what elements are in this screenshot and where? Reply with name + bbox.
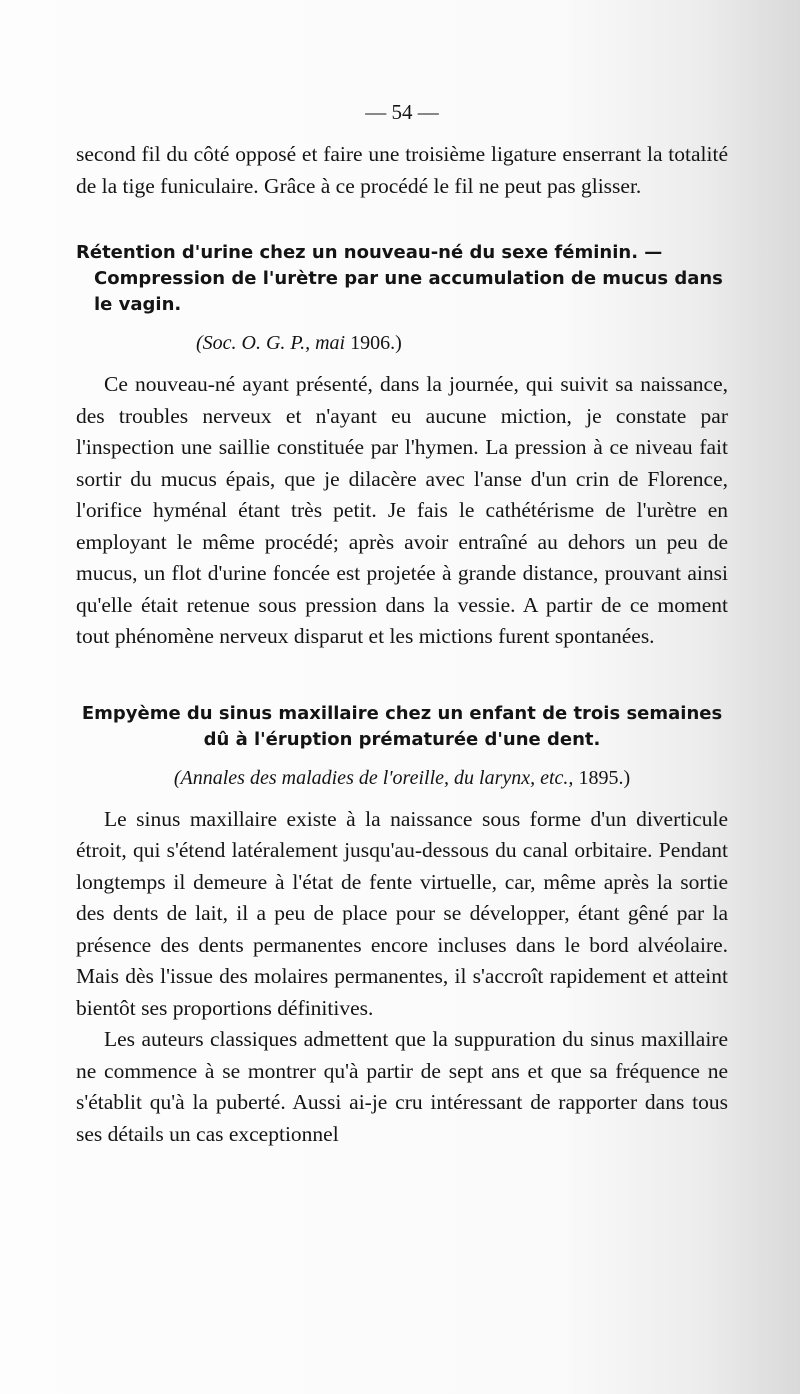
citation-retention bbox=[76, 332, 728, 355]
citation-empyeme bbox=[76, 767, 728, 790]
citation-year: 1906.) bbox=[350, 332, 402, 354]
section-title-retention: Rétention d'urine chez un nouveau-né du sexe féminin. — Compression de l'urètre par une accumulation de mucus dans le vagin. bbox=[76, 242, 723, 315]
paragraph-empyeme-1: Le sinus maxillaire existe à la naissance sous forme d'un diverticule étroit, qui s'étend latéralement jusqu'au-dessous du canal orbitaire. Pendant longtemps il demeure à l'état de fente virtuelle, car, même après la sortie des dents de lait, il a peu de place pour se développer, étant gêné par la présence des dents permanentes encore incluses dans le bord alvéolaire. Mais dès l'issue des molaires permanentes, il s'accroît rapidement et atteint bientôt ses proportions définitives. bbox=[76, 806, 728, 1020]
citation-source: (Soc. O. G. P., mai bbox=[196, 332, 346, 354]
citation-year: 1895.) bbox=[578, 766, 631, 789]
paragraph-empyeme-2: Les auteurs classiques admettent que la suppuration du sinus maxillaire ne commence à se montrer qu'à partir de sept ans et que sa fréquence ne s'établit qu'à la puberté. Aussi ai-je cru intéressant de rapporter dans tous ses détails un cas exceptionnel bbox=[76, 1027, 728, 1146]
citation-source: (Annales des maladies de l'oreille, du larynx, etc., bbox=[173, 766, 574, 789]
section-title-empyeme: Empyème du sinus maxillaire chez un enfant de trois semaines dû à l'éruption prématurée d'une dent. bbox=[81, 702, 723, 750]
page-number: — 54 — bbox=[365, 100, 439, 124]
continuation-paragraph: second fil du côté opposé et faire une troisième ligature enserrant la totalité de la tige funiculaire. Grâce à ce procédé le fil ne peut pas glisser. bbox=[76, 142, 728, 198]
paragraph-retention: Ce nouveau-né ayant présenté, dans la journée, qui suivit sa naissance, des troubles nerveux et n'ayant eu aucune miction, je constate par l'inspection une saillie constituée par l'hymen. La pression à ce niveau fait sortir du mucus épais, que je dilacère avec l'anse d'un crin de Florence, l'orifice hyménal étant très petit. Je fais le cathétérisme de l'urètre en employant le même procédé; après avoir entraîné au dehors un peu de mucus, un flot d'urine foncée est projetée à grande distance, prouvant ainsi qu'elle était retenue sous pression dans la vessie. A partir de ce moment tout phénomène nerveux disparut et les mictions furent spontanées. bbox=[76, 372, 728, 648]
document-page bbox=[76, 100, 728, 1150]
